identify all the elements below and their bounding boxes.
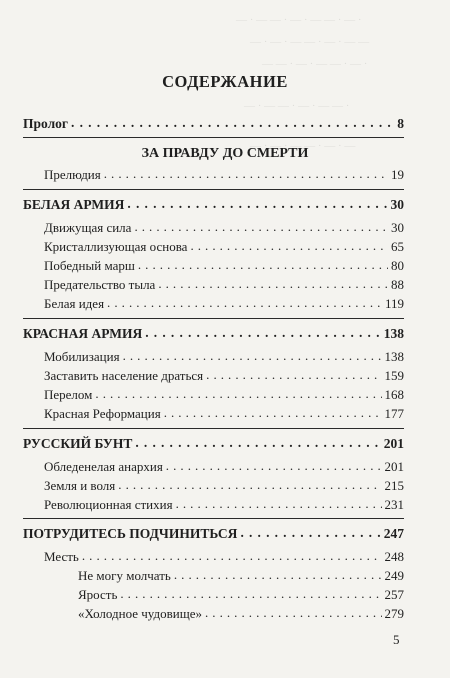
toc-label: Перелом [44,387,93,402]
toc-subentry [78,606,404,622]
leader-dots [82,548,382,564]
toc-label: ПОТРУДИТЕСЬ ПОДЧИНИТЬСЯ [23,526,238,541]
toc-subentry [78,587,404,603]
toc-label: Заставить население драться [44,368,204,383]
leader-dots [176,496,382,512]
toc-page: 257 [384,587,404,602]
toc-label: Земля и воля [44,478,116,493]
show-through-text: — · — — · — · — — · [244,100,350,112]
toc-entry [44,549,404,565]
leader-dots [138,257,388,273]
page-number: 5 [393,632,400,647]
toc-label: Мобилизация [44,349,120,364]
leader-dots [135,435,380,451]
toc-label: Обледенелая анархия [44,459,163,474]
toc-label: Не могу молчать [78,568,171,583]
toc-label: Победный марш [44,258,135,273]
toc-label: КРАСНАЯ АРМИЯ [23,326,143,341]
toc-label: Пролог [23,116,69,131]
toc-page: 168 [384,387,404,402]
toc-page: 279 [384,606,404,621]
toc-page: 65 [391,239,404,254]
toc-entry [44,239,404,255]
toc-label: Красная Реформация [44,406,161,421]
toc-page: 138 [383,326,404,341]
show-through-text: — — · — · — — · — · [262,58,368,70]
section-divider [23,137,404,138]
leader-dots [118,477,381,493]
section-divider [23,189,404,190]
leader-dots [240,525,380,541]
toc-page: 138 [384,349,404,364]
toc-page: 231 [384,497,404,512]
toc-entry [44,167,404,183]
toc-label: Месть [44,549,79,564]
show-through-text: — · — · — — · — · — — [250,36,370,48]
toc-page: 177 [384,406,404,421]
toc-entry [44,258,404,274]
leader-dots [206,367,381,383]
toc-label: Кристаллизующая основа [44,239,188,254]
toc-page: 249 [384,568,404,583]
toc-section-submit [23,526,404,542]
leader-dots [95,386,381,402]
toc-entry [44,478,404,494]
toc-page: 19 [391,167,404,182]
leader-dots [164,405,382,421]
toc-label: Ярость [78,587,118,602]
leader-dots [120,586,381,602]
leader-dots [190,238,388,254]
leader-dots [134,219,388,235]
toc-page: 201 [384,459,404,474]
leader-dots [104,166,388,182]
toc-entry [44,387,404,403]
leader-dots [127,196,387,212]
toc-label: Движущая сила [44,220,132,235]
leader-dots [174,567,382,583]
toc-entry [44,349,404,365]
toc-entry [44,220,404,236]
toc-section-russian-revolt [23,436,404,452]
show-through-text: — · — · — — · — · — [250,140,356,152]
toc-label: Предательство тыла [44,277,156,292]
section-divider [23,318,404,319]
toc-entry-prologue [23,116,404,132]
toc-entry [44,459,404,475]
toc-page: 88 [391,277,404,292]
toc-section-red-army [23,326,404,342]
toc-page: 215 [384,478,404,493]
leader-dots [123,348,382,364]
toc-page: 201 [383,436,404,451]
toc-page: 247 [383,526,404,541]
toc-page: 30 [390,197,404,212]
toc-label: РУССКИЙ БУНТ [23,436,133,451]
toc-label: БЕЛАЯ АРМИЯ [23,197,125,212]
toc-entry [44,296,404,312]
leader-dots [71,115,394,131]
toc-page: 119 [384,296,404,311]
section-heading: ЗА ПРАВДУ ДО СМЕРТИ [141,146,309,161]
leader-dots [166,458,382,474]
leader-dots [205,605,382,621]
toc-label: Прелюдия [44,167,101,182]
toc-subentry [78,568,404,584]
toc-page: 248 [384,549,404,564]
page-title: СОДЕРЖАНИЕ [162,72,288,91]
section-divider [23,428,404,429]
toc-entry [44,497,404,513]
section-divider [23,518,404,519]
show-through-text: — · — — · — · — — · — · [236,14,362,26]
toc-label: «Холодное чудовище» [78,606,202,621]
toc-entry [44,277,404,293]
toc-page: 30 [391,220,404,235]
toc-page: 8 [397,116,404,131]
leader-dots [107,295,382,311]
toc-entry [44,368,404,384]
leader-dots [145,325,381,341]
toc-entry [44,406,404,422]
toc-page: 159 [384,368,404,383]
toc-section-white-army [23,197,404,213]
leader-dots [158,276,388,292]
toc-label: Революционная стихия [44,497,173,512]
toc-page: 80 [391,258,404,273]
toc-label: Белая идея [44,296,105,311]
